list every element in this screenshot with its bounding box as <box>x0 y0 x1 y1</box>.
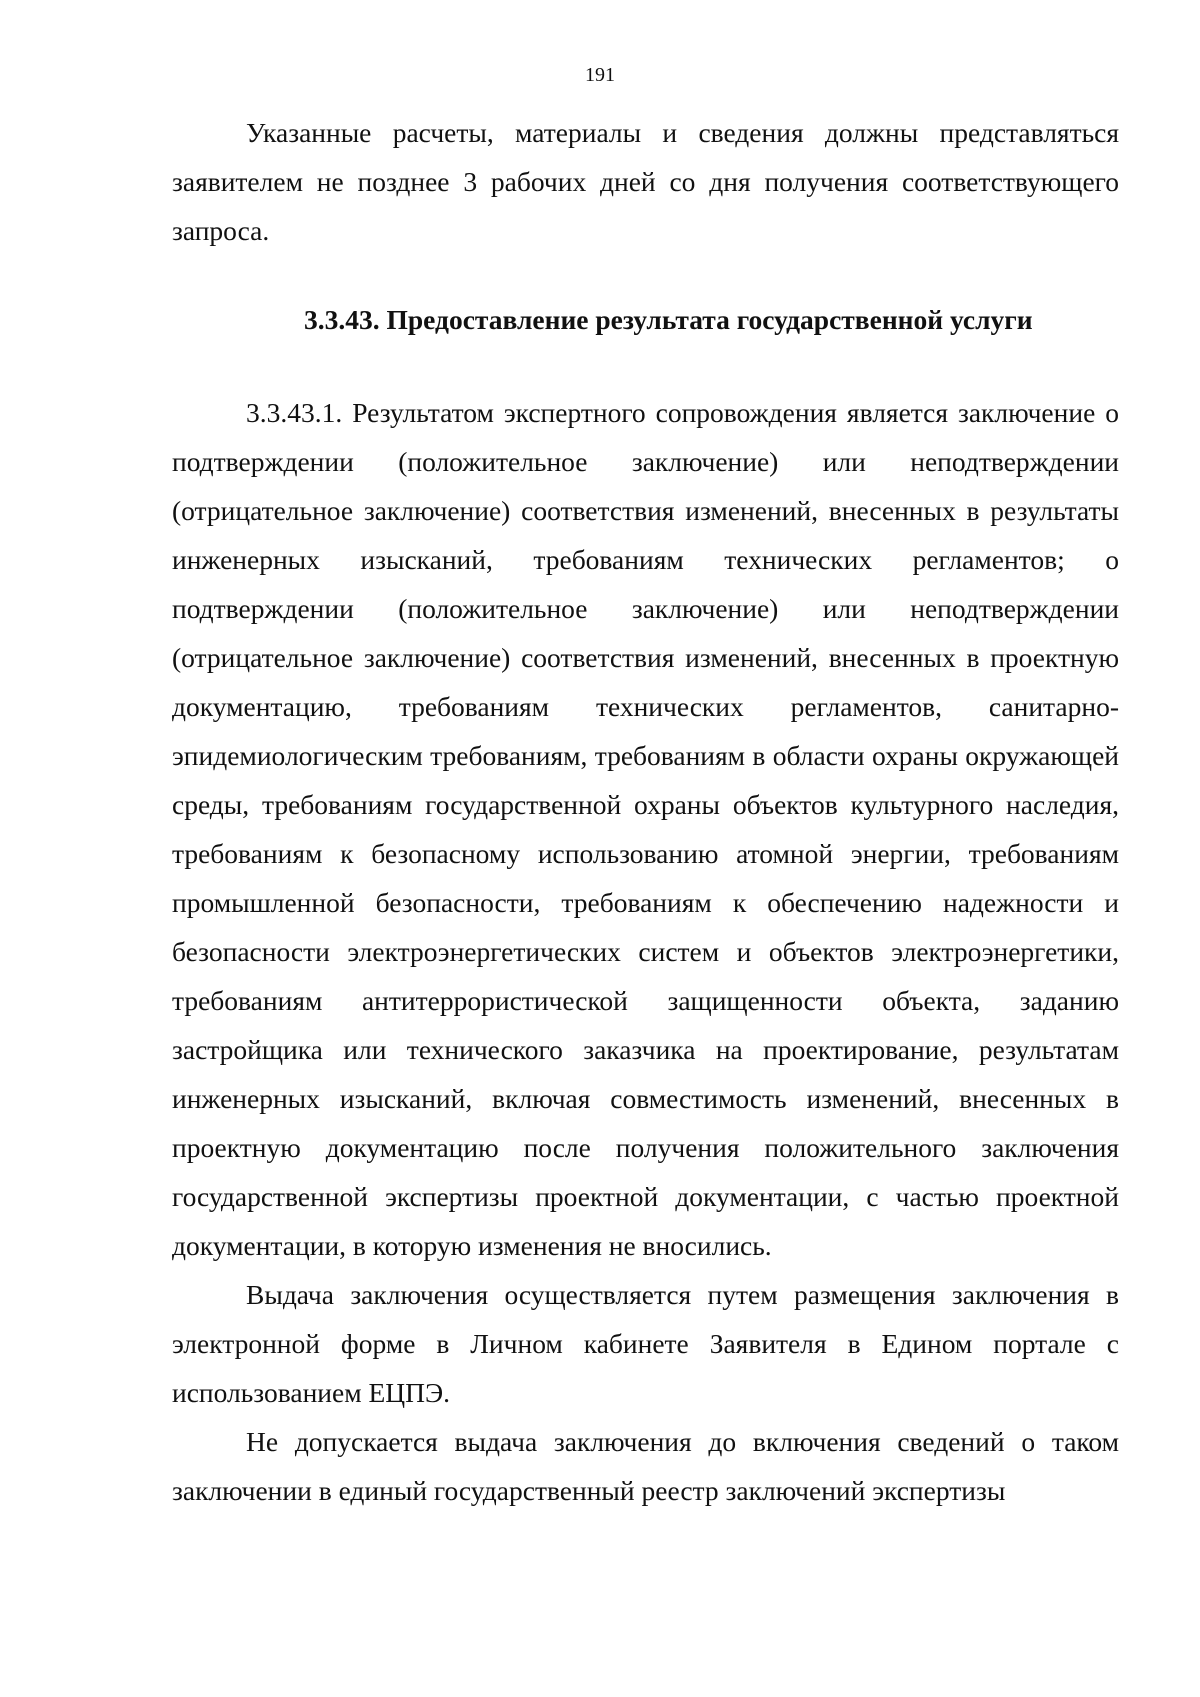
paragraph-issuance-restriction: Не допускается выдача заключения до включения сведений о таком заключении в единый государственный реестр заключений экспертизы <box>172 1426 1119 1506</box>
paragraph-submission-deadline: Указанные расчеты, материалы и сведения должны представляться заявителем не позднее 3 рабочих дней со дня получения соответствующего запроса. <box>172 117 1119 246</box>
paragraph-result-description: 3.3.43.1. Результатом экспертного сопровождения является заключение о подтверждении (положительное заключение) или неподтверждении (отрицательное заключение) соответствия изменений, внесенных в результаты инженерных изысканий, требованиям технических регламентов; о подтверждении (положительное заключение) или неподтверждении (отрицательное заключение) соответствия изменений, внесенных в проектную документацию, требованиям технических регламентов, санитарно-эпидемиологическим требованиям, требованиям в области охраны окружающей среды, требованиям государственной охраны объектов культурного наследия, требованиям к безопасному использованию атомной энергии, требованиям промышленной безопасности, требованиям к обеспечению надежности и безопасности электроэнергетических систем и объектов электроэнергетики, требованиям антитеррористической защищенности объекта, заданию застройщика или технического заказчика на проектирование, результатам инженерных изысканий, включая совместимость изменений, внесенных в проектную документацию после получения положительного заключения государственной экспертизы проектной документации, с частью проектной документации, в которую изменения не вносились. <box>172 397 1119 1261</box>
page-number: 191 <box>585 64 615 86</box>
section-heading: 3.3.43. Предоставление результата государственной услуги <box>304 304 1033 335</box>
document-body <box>172 108 1119 1515</box>
paragraph-issuance-method: Выдача заключения осуществляется путем размещения заключения в электронной форме в Личном кабинете Заявителя в Едином портале с использованием ЕЦПЭ. <box>172 1279 1119 1408</box>
